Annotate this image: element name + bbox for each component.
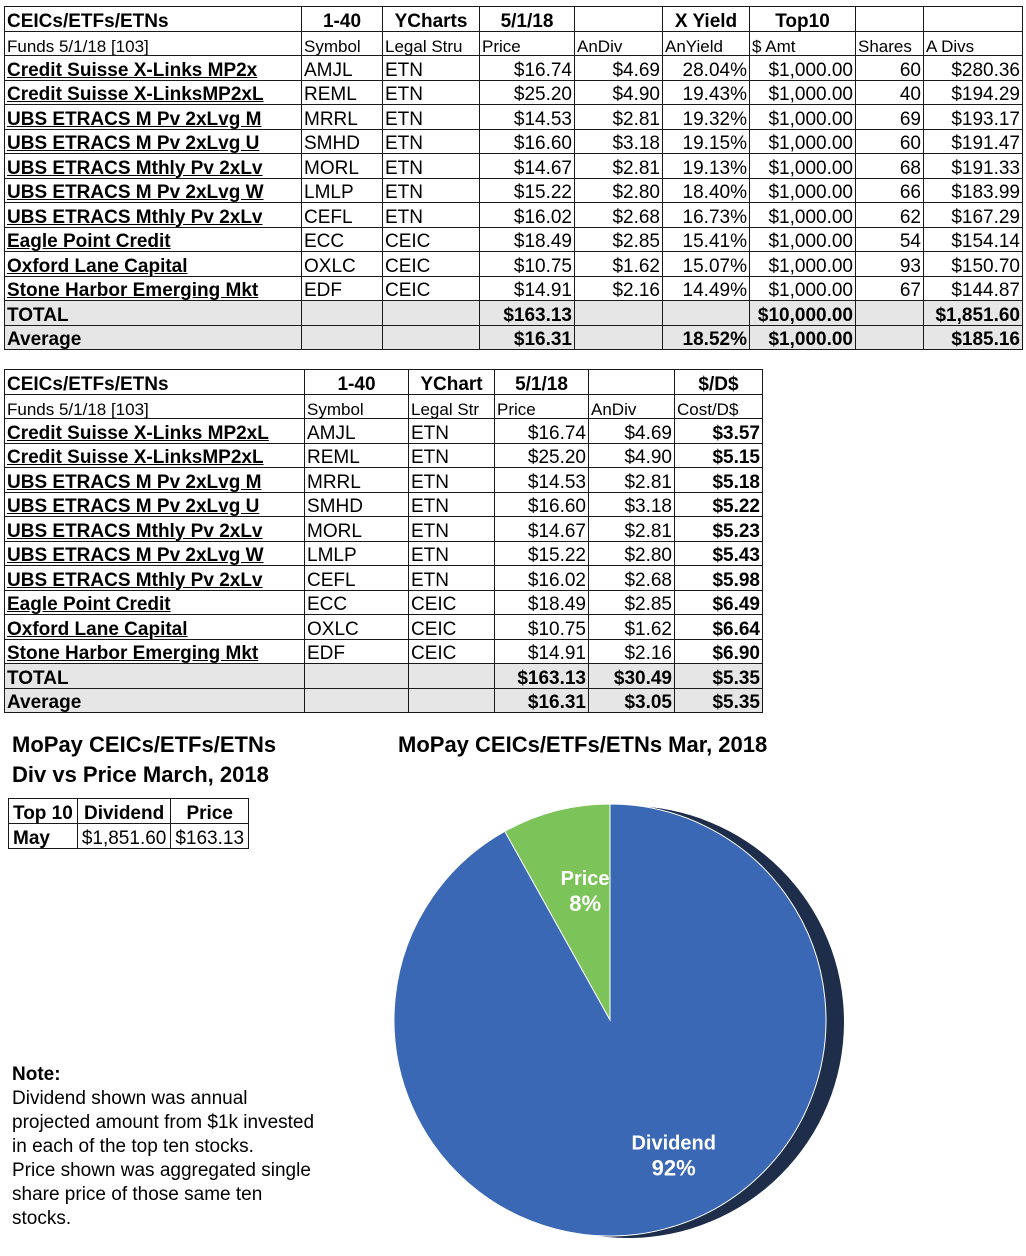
table-row-cell: $2.81 (589, 468, 675, 493)
table-row-cell: ETN (383, 105, 480, 130)
table-row-cell: $16.60 (495, 492, 589, 517)
table-row-cell: $2.80 (589, 541, 675, 566)
table-row-cell: $6.49 (675, 590, 763, 615)
average-row (5, 325, 1023, 350)
table-row-cell: MORL (302, 154, 383, 179)
total-row-cell: $10,000.00 (750, 301, 856, 326)
note-line: stocks. (12, 1208, 72, 1229)
total-row-cell (305, 664, 409, 689)
table-row-cell: $150.70 (924, 252, 1023, 277)
table-row-cell: REML (302, 80, 383, 105)
table-row-cell: ETN (409, 468, 495, 493)
note-line: share price of those same ten (12, 1184, 263, 1205)
table-row-cell: ETN (383, 56, 480, 81)
average-row-cell: Average (5, 688, 305, 713)
column-header-row-cell: AnYield (663, 31, 750, 56)
table-row-cell: UBS ETRACS M Pv 2xLvg U (5, 129, 302, 154)
table-row (5, 419, 763, 444)
table-row-cell: AMJL (305, 419, 409, 444)
total-row-cell (409, 664, 495, 689)
table-row-cell: MRRL (305, 468, 409, 493)
table-row-cell: EDF (302, 276, 383, 301)
header-row-cell: CEICs/ETFs/ETNs (5, 370, 305, 395)
table-row (5, 105, 1023, 130)
table-row-cell: UBS ETRACS Mthly Pv 2xLv (5, 203, 302, 228)
pie-chart (380, 790, 880, 1256)
table-row-cell: 28.04% (663, 56, 750, 81)
summary-month: May (9, 824, 78, 849)
column-header-row-cell: Price (480, 31, 575, 56)
column-header-row-cell: Cost/D$ (675, 394, 763, 419)
column-header-row-cell: Symbol (302, 31, 383, 56)
table-row (5, 154, 1023, 179)
column-header-row-cell: Symbol (305, 394, 409, 419)
table-row-cell: $1.62 (589, 615, 675, 640)
table-row-cell: Credit Suisse X-Links MP2x (5, 56, 302, 81)
table-row-cell: UBS ETRACS Mthly Pv 2xLv (5, 566, 305, 591)
table-row-cell: $4.90 (575, 80, 663, 105)
total-row (5, 664, 763, 689)
table-row-cell: OXLC (305, 615, 409, 640)
table-row-cell: $14.91 (480, 276, 575, 301)
header-row-cell (575, 7, 663, 32)
table-row-cell: CEFL (305, 566, 409, 591)
table-row (5, 203, 1023, 228)
table-row-cell: ETN (409, 517, 495, 542)
table-row-cell: $10.75 (495, 615, 589, 640)
average-row-cell (302, 325, 383, 350)
heading-line-2: Div vs Price March, 2018 (12, 762, 269, 787)
column-header-row-cell: Funds 5/1/18 [103] (5, 31, 302, 56)
pie-chart-title: MoPay CEICs/ETFs/ETNs Mar, 2018 (398, 732, 768, 757)
note-title: Note: (12, 1064, 61, 1085)
table-row-cell: Credit Suisse X-Links MP2xL (5, 419, 305, 444)
column-header-row-cell: AnDiv (575, 31, 663, 56)
summary-header-top10: Top 10 (9, 799, 78, 824)
table-row-cell: Stone Harbor Emerging Mkt (5, 276, 302, 301)
table-row-cell: CEIC (409, 615, 495, 640)
column-header-row (5, 31, 1023, 56)
table-row (5, 443, 763, 468)
total-row-cell: $30.49 (589, 664, 675, 689)
table-row-cell: OXLC (302, 252, 383, 277)
table-row-cell: ETN (409, 492, 495, 517)
table-row-cell: 66 (856, 178, 924, 203)
table-row-cell: $1,000.00 (750, 154, 856, 179)
table-row-cell: $280.36 (924, 56, 1023, 81)
pie-percent-dividend: 92% (651, 1155, 696, 1181)
pie-percent-price: 8% (569, 891, 602, 917)
header-row-cell: YCharts (383, 7, 480, 32)
summary-header-price: Price (171, 799, 249, 824)
table-row-cell: 69 (856, 105, 924, 130)
table-row-cell: $4.69 (575, 56, 663, 81)
table-row-cell: ETN (409, 443, 495, 468)
header-row (5, 370, 763, 395)
total-row-cell (383, 301, 480, 326)
table-row-cell: UBS ETRACS M Pv 2xLvg M (5, 468, 305, 493)
column-header-row-cell: Legal Str (409, 394, 495, 419)
table-row-cell: $4.69 (589, 419, 675, 444)
table-row-cell: $144.87 (924, 276, 1023, 301)
table-row-cell: $16.02 (495, 566, 589, 591)
table-row-cell: Eagle Point Credit (5, 227, 302, 252)
total-row-cell (663, 301, 750, 326)
average-row-cell: 18.52% (663, 325, 750, 350)
column-header-row (5, 394, 763, 419)
table-row-cell: ETN (383, 203, 480, 228)
table-row (5, 468, 763, 493)
summary-table (8, 798, 249, 849)
table-row-cell: $18.49 (495, 590, 589, 615)
table-row-cell: $5.15 (675, 443, 763, 468)
table-row-cell: $6.64 (675, 615, 763, 640)
table-row (5, 541, 763, 566)
header-row-cell (589, 370, 675, 395)
average-row-cell: $1,000.00 (750, 325, 856, 350)
table-row-cell: UBS ETRACS Mthly Pv 2xLv (5, 154, 302, 179)
table-row-cell: MORL (305, 517, 409, 542)
average-row-cell: Average (5, 325, 302, 350)
pie-label-dividend: Dividend (631, 1132, 716, 1155)
average-row-cell (856, 325, 924, 350)
total-row-cell: TOTAL (5, 301, 302, 326)
cost-per-dividend-table (4, 369, 763, 713)
table-row (5, 178, 1023, 203)
column-header-row-cell: Legal Stru (383, 31, 480, 56)
table-row-cell: 19.15% (663, 129, 750, 154)
table-row-cell: $14.53 (480, 105, 575, 130)
table-row-cell: 68 (856, 154, 924, 179)
table-row-cell: $1,000.00 (750, 252, 856, 277)
table-row-cell: $5.43 (675, 541, 763, 566)
table-row-cell: $2.68 (575, 203, 663, 228)
header-row-cell: 1-40 (302, 7, 383, 32)
table-row-cell: ETN (383, 80, 480, 105)
summary-dividend: $1,851.60 (77, 824, 171, 849)
table-row-cell: $167.29 (924, 203, 1023, 228)
table-row (5, 590, 763, 615)
table-row-cell: $3.18 (575, 129, 663, 154)
table-row-cell: $5.22 (675, 492, 763, 517)
table-row (5, 227, 1023, 252)
table-row-cell: AMJL (302, 56, 383, 81)
summary-price: $163.13 (171, 824, 249, 849)
average-row-cell (305, 688, 409, 713)
column-header-row-cell: $ Amt (750, 31, 856, 56)
note-line: in each of the top ten stocks. (12, 1136, 254, 1157)
column-header-row-cell: Funds 5/1/18 [103] (5, 394, 305, 419)
table-row-cell: 19.43% (663, 80, 750, 105)
table-row-cell: $2.85 (575, 227, 663, 252)
total-row-cell (302, 301, 383, 326)
table-row-cell: $191.33 (924, 154, 1023, 179)
left-chart-heading (12, 730, 276, 790)
table-row-cell: $15.22 (480, 178, 575, 203)
header-row-cell: Top10 (750, 7, 856, 32)
table-row-cell: Oxford Lane Capital (5, 615, 305, 640)
table-row-cell: $2.16 (575, 276, 663, 301)
table-row-cell: $1,000.00 (750, 80, 856, 105)
table-row-cell: UBS ETRACS M Pv 2xLvg W (5, 541, 305, 566)
header-row-cell: YChart (409, 370, 495, 395)
table-row-cell: UBS ETRACS M Pv 2xLvg W (5, 178, 302, 203)
note-line: Price shown was aggregated single (12, 1160, 311, 1181)
table-row-cell: CEIC (383, 227, 480, 252)
table-row-cell: $18.49 (480, 227, 575, 252)
table-row-cell: ETN (383, 154, 480, 179)
total-row-cell: TOTAL (5, 664, 305, 689)
total-row-cell: $1,851.60 (924, 301, 1023, 326)
table-row-cell: CEIC (383, 252, 480, 277)
table-row-cell: ETN (409, 419, 495, 444)
total-row-cell: $163.13 (480, 301, 575, 326)
table-row-cell: $1,000.00 (750, 105, 856, 130)
table-row-cell: $15.22 (495, 541, 589, 566)
table-row-cell: $1,000.00 (750, 203, 856, 228)
table-row-cell: UBS ETRACS Mthly Pv 2xLv (5, 517, 305, 542)
table-row-cell: Stone Harbor Emerging Mkt (5, 639, 305, 664)
table-row-cell: ETN (409, 541, 495, 566)
yield-table (4, 6, 1023, 350)
table-row-cell: $25.20 (495, 443, 589, 468)
table-row-cell: $5.23 (675, 517, 763, 542)
table-row-cell: Credit Suisse X-LinksMP2xL (5, 80, 302, 105)
header-row-cell: 5/1/18 (480, 7, 575, 32)
table-row-cell: $2.80 (575, 178, 663, 203)
table-row-cell: SMHD (305, 492, 409, 517)
table-row-cell: $3.57 (675, 419, 763, 444)
table-row-cell: ECC (302, 227, 383, 252)
table-row-cell: 93 (856, 252, 924, 277)
table-row-cell: $14.67 (495, 517, 589, 542)
header-row-cell (856, 7, 924, 32)
table-row-cell: $1,000.00 (750, 129, 856, 154)
pie-slice-dividend (394, 804, 826, 1236)
table-row-cell: CEIC (383, 276, 480, 301)
table-row-cell: $16.60 (480, 129, 575, 154)
table-row-cell: LMLP (302, 178, 383, 203)
header-row (5, 7, 1023, 32)
note-line: projected amount from $1k invested (12, 1112, 315, 1133)
header-row-cell (924, 7, 1023, 32)
table-row-cell: 54 (856, 227, 924, 252)
note-block (12, 1063, 314, 1231)
table-row-cell: $1,000.00 (750, 56, 856, 81)
table-row-cell: $2.81 (589, 517, 675, 542)
table-row-cell: 16.73% (663, 203, 750, 228)
table-row-cell: $2.85 (589, 590, 675, 615)
table-row-cell: $2.81 (575, 105, 663, 130)
table-row-cell: EDF (305, 639, 409, 664)
table-row-cell: ETN (409, 566, 495, 591)
table-row-cell: 14.49% (663, 276, 750, 301)
table-row-cell: Credit Suisse X-LinksMP2xL (5, 443, 305, 468)
note-line: Dividend shown was annual (12, 1088, 248, 1109)
table-row-cell: $16.74 (495, 419, 589, 444)
table-row-cell: CEIC (409, 590, 495, 615)
table-row (5, 615, 763, 640)
table-row (5, 639, 763, 664)
table-row-cell: $16.02 (480, 203, 575, 228)
table-row-cell: $1,000.00 (750, 178, 856, 203)
average-row-cell (383, 325, 480, 350)
header-row-cell: X Yield (663, 7, 750, 32)
header-row-cell: 1-40 (305, 370, 409, 395)
table-row-cell: $1,000.00 (750, 276, 856, 301)
summary-header-dividend: Dividend (77, 799, 171, 824)
table-row-cell: Oxford Lane Capital (5, 252, 302, 277)
table-row-cell: $4.90 (589, 443, 675, 468)
average-row-cell: $16.31 (480, 325, 575, 350)
total-row-cell (575, 301, 663, 326)
table-row-cell: $10.75 (480, 252, 575, 277)
table-row-cell: CEFL (302, 203, 383, 228)
column-header-row-cell: A Divs (924, 31, 1023, 56)
average-row-cell: $185.16 (924, 325, 1023, 350)
table-row-cell: $5.18 (675, 468, 763, 493)
table-row-cell: MRRL (302, 105, 383, 130)
table-row-cell: 19.13% (663, 154, 750, 179)
table-row-cell: 15.07% (663, 252, 750, 277)
column-header-row-cell: Price (495, 394, 589, 419)
header-row-cell: CEICs/ETFs/ETNs (5, 7, 302, 32)
average-row (5, 688, 763, 713)
table-row-cell: 62 (856, 203, 924, 228)
table-row-cell: UBS ETRACS M Pv 2xLvg U (5, 492, 305, 517)
average-row-cell: $16.31 (495, 688, 589, 713)
table-row-cell: 60 (856, 129, 924, 154)
table-row-cell: $191.47 (924, 129, 1023, 154)
heading-line-1: MoPay CEICs/ETFs/ETNs (12, 732, 277, 757)
table-row-cell: ECC (305, 590, 409, 615)
table-row (5, 129, 1023, 154)
table-row-cell: $14.91 (495, 639, 589, 664)
table-row-cell: 67 (856, 276, 924, 301)
table-row-cell: Eagle Point Credit (5, 590, 305, 615)
total-row-cell: $163.13 (495, 664, 589, 689)
table-row-cell: $183.99 (924, 178, 1023, 203)
table-row-cell: $2.16 (589, 639, 675, 664)
table-row-cell: $193.17 (924, 105, 1023, 130)
table-row-cell: REML (305, 443, 409, 468)
table-row-cell: $194.29 (924, 80, 1023, 105)
table-row-cell: ETN (383, 178, 480, 203)
table-row-cell: CEIC (409, 639, 495, 664)
table-row-cell: $14.67 (480, 154, 575, 179)
average-row-cell (575, 325, 663, 350)
table-row (5, 276, 1023, 301)
table-row (5, 80, 1023, 105)
column-header-row-cell: Shares (856, 31, 924, 56)
table-row-cell: 40 (856, 80, 924, 105)
header-row-cell: 5/1/18 (495, 370, 589, 395)
pie-label-price: Price (560, 868, 610, 891)
table-row (5, 492, 763, 517)
table-row-cell: $1.62 (575, 252, 663, 277)
table-row-cell: $2.68 (589, 566, 675, 591)
table-row-cell: 18.40% (663, 178, 750, 203)
table-row (5, 517, 763, 542)
table-row (5, 56, 1023, 81)
table-row-cell: $16.74 (480, 56, 575, 81)
table-row-cell: $154.14 (924, 227, 1023, 252)
average-row-cell: $5.35 (675, 688, 763, 713)
average-row-cell (409, 688, 495, 713)
total-row-cell: $5.35 (675, 664, 763, 689)
table-row-cell: SMHD (302, 129, 383, 154)
table-row-cell: $25.20 (480, 80, 575, 105)
table-row-cell: 19.32% (663, 105, 750, 130)
total-row (5, 301, 1023, 326)
table-row-cell: $1,000.00 (750, 227, 856, 252)
average-row-cell: $3.05 (589, 688, 675, 713)
table-row-cell: 60 (856, 56, 924, 81)
header-row-cell: $/D$ (675, 370, 763, 395)
table-row-cell: $6.90 (675, 639, 763, 664)
table-row-cell: LMLP (305, 541, 409, 566)
table-row-cell: $14.53 (495, 468, 589, 493)
column-header-row-cell: AnDiv (589, 394, 675, 419)
table-row-cell: ETN (383, 129, 480, 154)
table-row-cell: UBS ETRACS M Pv 2xLvg M (5, 105, 302, 130)
total-row-cell (856, 301, 924, 326)
table-row (5, 252, 1023, 277)
table-row-cell: $2.81 (575, 154, 663, 179)
table-row (5, 566, 763, 591)
table-row-cell: $5.98 (675, 566, 763, 591)
table-row-cell: 15.41% (663, 227, 750, 252)
table-row-cell: $3.18 (589, 492, 675, 517)
